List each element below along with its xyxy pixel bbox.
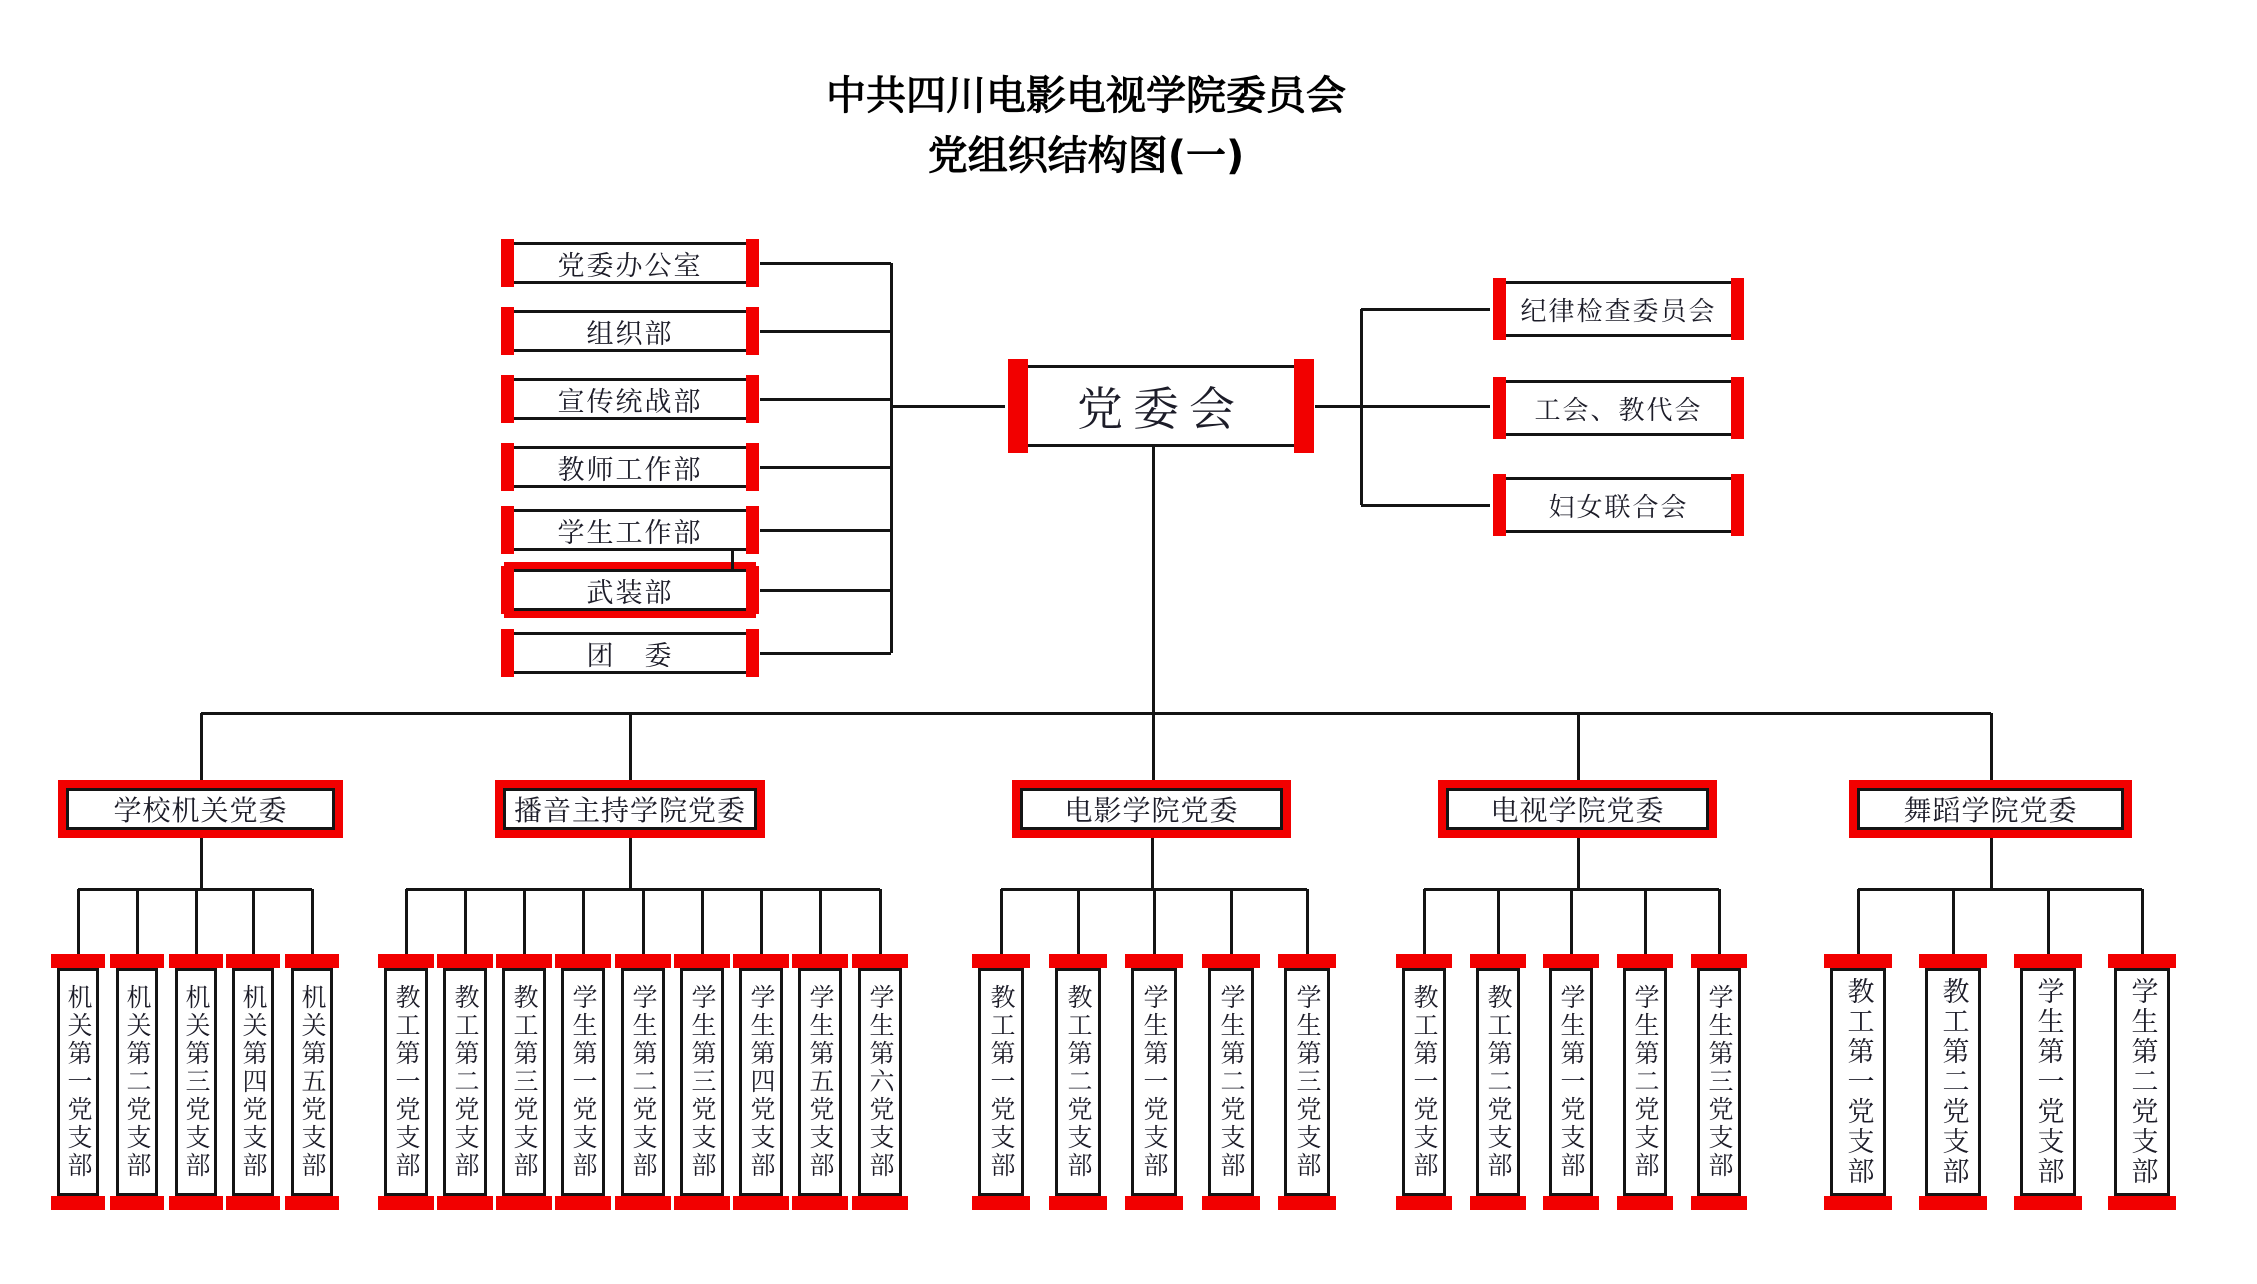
branch-red-cap [1919, 1196, 1987, 1210]
branch-red-cap [1125, 1196, 1183, 1210]
branch-node: 机关第五党支部 [291, 968, 333, 1196]
branch-drop-line [252, 889, 255, 958]
department-node: 学生工作部 [511, 509, 749, 551]
committee-top-drop-line [629, 713, 632, 780]
branch-drop-line [879, 889, 882, 958]
branch-red-cap [378, 954, 434, 968]
branch-drop-line [1306, 889, 1309, 958]
branch-red-cap [496, 1196, 552, 1210]
department-stub-line [760, 330, 891, 333]
branch-red-cap [1278, 954, 1336, 968]
branch-red-cap [110, 954, 164, 968]
branch-red-cap [2014, 954, 2082, 968]
committee-label: 舞蹈学院党委 [1857, 788, 2124, 830]
branch-drop-line [642, 889, 645, 958]
branch-red-cap [226, 954, 280, 968]
branch-node: 学生第三党支部 [1697, 968, 1741, 1196]
branch-red-cap [1824, 954, 1892, 968]
branch-red-cap [2108, 1196, 2176, 1210]
branch-red-cap [1125, 954, 1183, 968]
branch-red-cap [674, 1196, 730, 1210]
branch-node: 教工第一党支部 [1402, 968, 1446, 1196]
branch-red-cap [1278, 1196, 1336, 1210]
branch-red-cap [733, 954, 789, 968]
branch-node: 学生第二党支部 [1623, 968, 1667, 1196]
branch-node: 教工第一党支部 [978, 968, 1024, 1196]
branch-node: 教工第一党支部 [384, 968, 428, 1196]
branch-node: 学生第三党支部 [680, 968, 724, 1196]
branch-red-cap [1202, 1196, 1260, 1210]
branch-red-cap [2014, 1196, 2082, 1210]
branch-node: 学生第一党支部 [2020, 968, 2076, 1196]
branch-node: 学生第一党支部 [1131, 968, 1177, 1196]
department-node: 武装部 [511, 569, 749, 611]
branch-drop-line [1718, 889, 1721, 958]
branch-node: 教工第二党支部 [1476, 968, 1520, 1196]
branch-red-cap [51, 1196, 105, 1210]
branch-red-cap [792, 1196, 848, 1210]
organization-node: 妇女联合会 [1503, 477, 1734, 533]
committee-bottom-drop-line [629, 838, 632, 889]
department-stub-line [760, 398, 891, 401]
branch-drop-line [1000, 889, 1003, 958]
branch-drop-line [464, 889, 467, 958]
organization-node: 工会、教代会 [1503, 380, 1734, 436]
branch-drop-line [195, 889, 198, 958]
branch-node: 学生第一党支部 [561, 968, 605, 1196]
committee-label: 播音主持学院党委 [503, 788, 757, 830]
committee-label: 电影学院党委 [1020, 788, 1283, 830]
chart-title [486, 66, 1686, 186]
branch-red-cap [792, 954, 848, 968]
connector-line [731, 551, 734, 569]
branch-node: 学生第二党支部 [1208, 968, 1254, 1196]
main-distribution-line [201, 712, 1991, 715]
branch-red-cap [852, 1196, 908, 1210]
department-node: 教师工作部 [511, 446, 749, 488]
committee-label: 学校机关党委 [66, 788, 335, 830]
branch-red-cap [1202, 954, 1260, 968]
committee-node [1438, 780, 1717, 838]
committee-bottom-drop-line [1990, 838, 1993, 889]
branch-drop-line [2047, 889, 2050, 958]
root-drop-line [1152, 447, 1155, 713]
committee-top-drop-line [1152, 713, 1155, 780]
branch-red-cap [51, 954, 105, 968]
branch-node: 教工第二党支部 [1055, 968, 1101, 1196]
branch-red-cap [555, 954, 611, 968]
root-node: 党委会 [1025, 365, 1297, 447]
branch-red-cap [972, 954, 1030, 968]
branch-node: 学生第二党支部 [621, 968, 665, 1196]
department-node: 团 委 [511, 632, 749, 674]
branch-red-cap [1543, 1196, 1599, 1210]
branch-drop-line [311, 889, 314, 958]
branch-red-cap [972, 1196, 1030, 1210]
committee-node [495, 780, 765, 838]
branch-red-cap [1396, 954, 1452, 968]
branch-red-cap [1824, 1196, 1892, 1210]
branch-drop-line [77, 889, 80, 958]
branch-red-cap [1396, 1196, 1452, 1210]
branch-red-cap [285, 1196, 339, 1210]
committee-node [58, 780, 343, 838]
branch-red-cap [2108, 954, 2176, 968]
branch-node: 教工第一党支部 [1830, 968, 1886, 1196]
branch-node: 机关第二党支部 [116, 968, 158, 1196]
branch-drop-line [1497, 889, 1500, 958]
branch-drop-line [523, 889, 526, 958]
branch-drop-line [701, 889, 704, 958]
left-trunk-line [890, 263, 893, 653]
branch-red-cap [226, 1196, 280, 1210]
branch-drop-line [1952, 889, 1955, 958]
branch-node: 学生第三党支部 [1284, 968, 1330, 1196]
root-left-branch-line [891, 405, 1005, 408]
branch-red-cap [1617, 1196, 1673, 1210]
department-stub-line [760, 652, 891, 655]
branch-node: 教工第二党支部 [443, 968, 487, 1196]
department-node: 宣传统战部 [511, 378, 749, 420]
branch-red-cap [378, 1196, 434, 1210]
branch-red-cap [169, 954, 223, 968]
department-stub-line [760, 262, 891, 265]
committee-top-drop-line [1577, 713, 1580, 780]
branch-red-cap [555, 1196, 611, 1210]
branch-drop-line [760, 889, 763, 958]
committee-bottom-drop-line [1151, 838, 1154, 889]
root-right-branch-line [1315, 405, 1490, 408]
branch-red-cap [1049, 1196, 1107, 1210]
branch-drop-line [819, 889, 822, 958]
branch-red-cap [1470, 954, 1526, 968]
committee-bottom-drop-line [200, 838, 203, 889]
branch-node: 学生第一党支部 [1549, 968, 1593, 1196]
branch-drop-line [582, 889, 585, 958]
branch-drop-line [2141, 889, 2144, 958]
department-stub-line [760, 589, 891, 592]
organization-stub-line [1361, 504, 1490, 507]
branch-drop-line [1153, 889, 1156, 958]
branch-red-cap [285, 954, 339, 968]
branch-drop-line [1570, 889, 1573, 958]
committee-top-drop-line [1990, 713, 1993, 780]
branch-red-cap [1543, 954, 1599, 968]
branch-red-cap [852, 954, 908, 968]
department-stub-line [760, 529, 891, 532]
branch-drop-line [1857, 889, 1860, 958]
branch-red-cap [615, 1196, 671, 1210]
committee-top-drop-line [200, 713, 203, 780]
branch-red-cap [1049, 954, 1107, 968]
branch-red-cap [1617, 954, 1673, 968]
chart-title-line2: 党组织结构图(一) [927, 133, 1245, 179]
branch-red-cap [437, 954, 493, 968]
branch-node: 机关第一党支部 [57, 968, 99, 1196]
branch-node: 教工第二党支部 [1925, 968, 1981, 1196]
branch-drop-line [1423, 889, 1426, 958]
right-trunk-line [1360, 309, 1363, 505]
group-distribution-line [1858, 888, 2142, 891]
branch-drop-line [1230, 889, 1233, 958]
branch-node: 教工第三党支部 [502, 968, 546, 1196]
branch-red-cap [1919, 954, 1987, 968]
branch-red-cap [110, 1196, 164, 1210]
committee-bottom-drop-line [1577, 838, 1580, 889]
branch-red-cap [1470, 1196, 1526, 1210]
branch-red-cap [733, 1196, 789, 1210]
branch-drop-line [405, 889, 408, 958]
branch-node: 学生第五党支部 [798, 968, 842, 1196]
committee-label: 电视学院党委 [1446, 788, 1709, 830]
branch-node: 机关第四党支部 [232, 968, 274, 1196]
committee-node [1849, 780, 2132, 838]
organization-stub-line [1361, 308, 1490, 311]
department-node: 组织部 [511, 310, 749, 352]
branch-node: 学生第六党支部 [858, 968, 902, 1196]
branch-red-cap [1691, 954, 1747, 968]
branch-node: 机关第三党支部 [175, 968, 217, 1196]
department-stub-line [760, 466, 891, 469]
branch-node: 学生第二党支部 [2114, 968, 2170, 1196]
chart-title-line1: 中共四川电影电视学院委员会 [826, 73, 1346, 119]
branch-red-cap [1691, 1196, 1747, 1210]
department-node: 党委办公室 [511, 242, 749, 284]
branch-red-cap [437, 1196, 493, 1210]
branch-node: 学生第四党支部 [739, 968, 783, 1196]
committee-node [1012, 780, 1291, 838]
branch-red-cap [169, 1196, 223, 1210]
branch-red-cap [615, 954, 671, 968]
branch-drop-line [136, 889, 139, 958]
branch-red-cap [674, 954, 730, 968]
branch-drop-line [1644, 889, 1647, 958]
branch-red-cap [496, 954, 552, 968]
organization-node: 纪律检查委员会 [1503, 281, 1734, 337]
branch-drop-line [1077, 889, 1080, 958]
